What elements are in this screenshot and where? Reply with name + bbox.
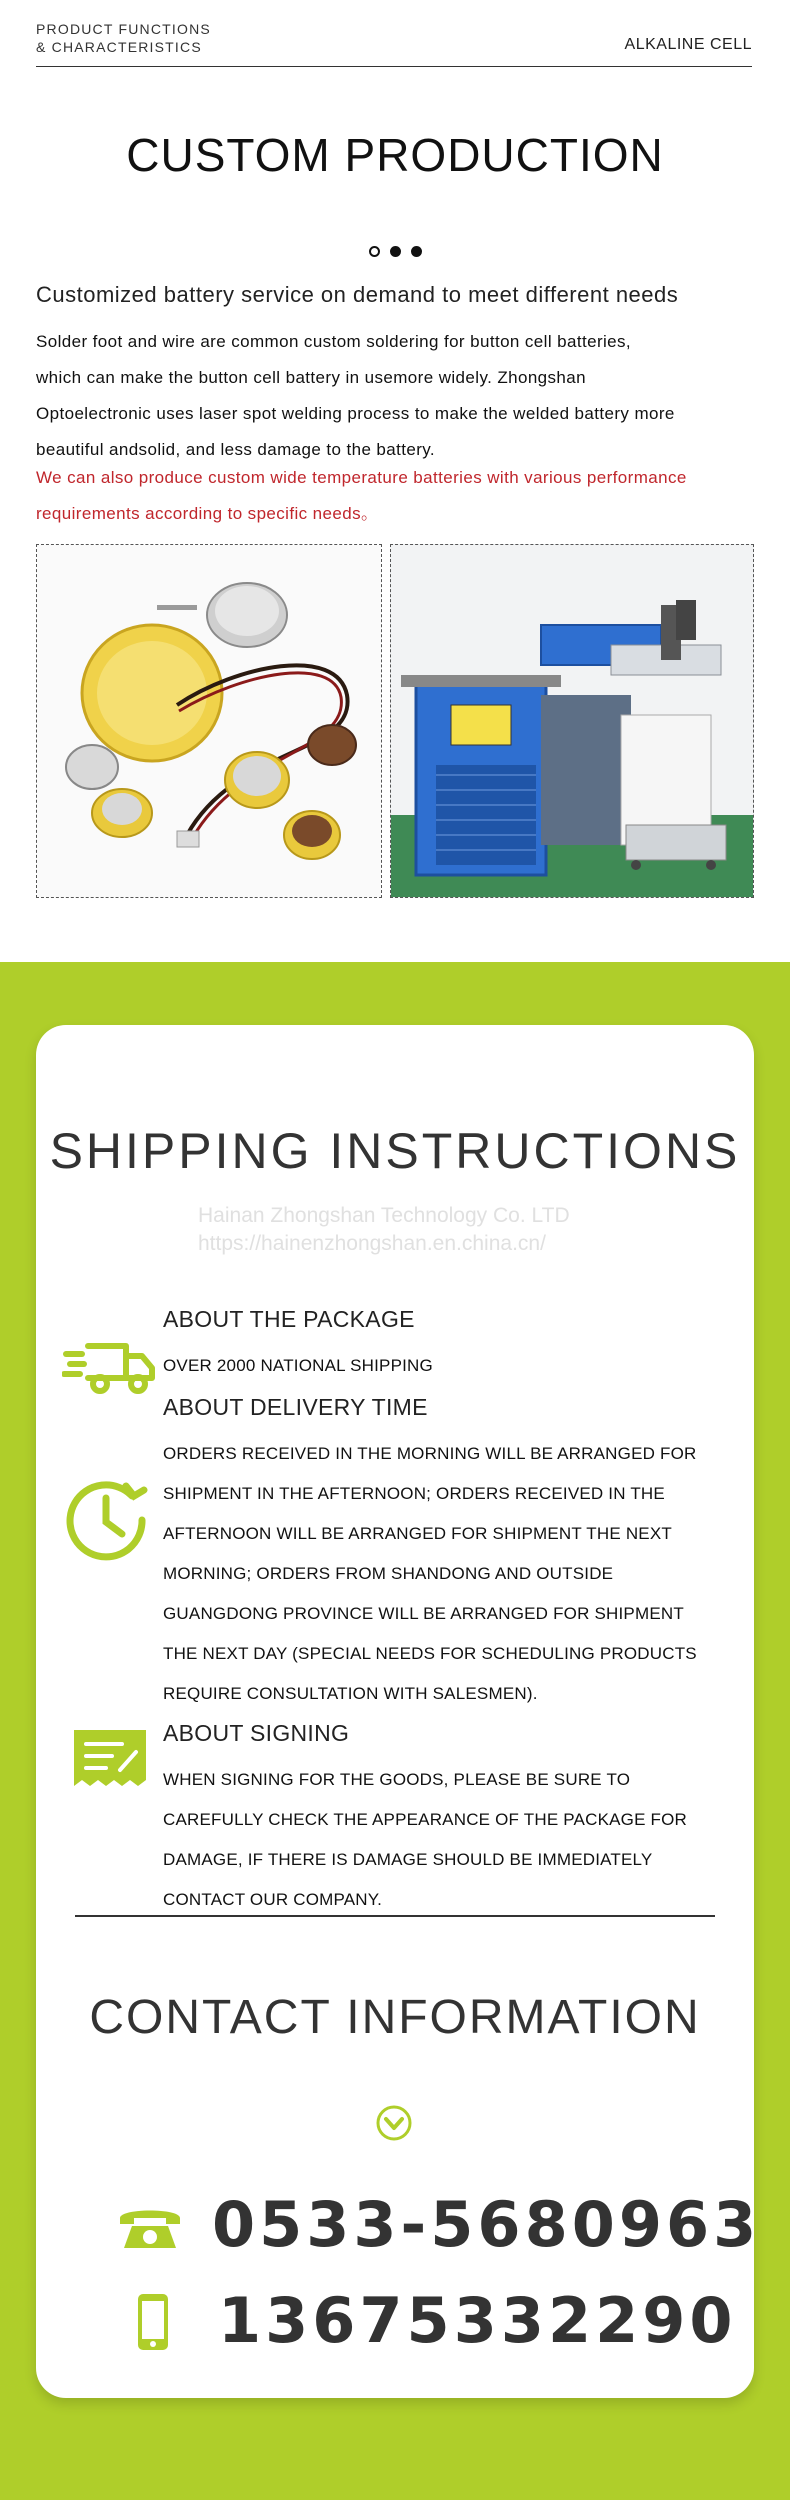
package-heading: ABOUT THE PACKAGE [163,1306,415,1332]
watermark-url: https://hainenzhongshan.en.china.cn/ [198,1232,546,1255]
custom-description-line: beautiful andsolid, and less damage to the battery. [36,440,436,459]
delivery-time-text-line: GUANGDONG PROVINCE WILL BE ARRANGED FOR SHIPMENT [163,1604,684,1623]
header-product-type: ALKALINE CELL [624,36,752,53]
package-text-line: OVER 2000 NATIONAL SHIPPING [163,1356,433,1375]
custom-highlight-line: We can also produce custom wide temperature batteries with various performance [36,468,687,487]
delivery-truck-icon [62,1334,158,1403]
signing-text-line: CONTACT OUR COMPANY. [163,1890,383,1909]
custom-production-title: CUSTOM PRODUCTION [126,129,664,181]
laser-welding-machine-photo [390,544,754,898]
signing-text-line: WHEN SIGNING FOR THE GOODS, PLEASE BE SURE TO [163,1770,631,1789]
custom-highlight-line: requirements according to specific needs。 [36,504,379,523]
signing-text-line: DAMAGE, IF THERE IS DAMAGE SHOULD BE IMMEDIATELY [163,1850,653,1869]
custom-description-line: Solder foot and wire are common custom soldering for button cell batteries, [36,332,632,351]
section-divider [75,1915,715,1917]
custom-description-line: Optoelectronic uses laser spot welding process to make the welded battery more [36,404,675,423]
telephone-icon [118,2204,182,2257]
signing-text [163,1760,763,1920]
laser-welding-machine-image [391,545,754,898]
dot-icon [390,246,401,257]
delivery-time-text-line: MORNING; ORDERS FROM SHANDONG AND OUTSIDE [163,1564,614,1583]
button-cell-batteries-image [37,545,382,898]
delivery-time-heading: ABOUT DELIVERY TIME [163,1394,428,1420]
watermark-company: Hainan Zhongshan Technology Co. LTD [198,1204,570,1227]
delivery-time-text-line: AFTERNOON WILL BE ARRANGED FOR SHIPMENT THE NEXT [163,1524,672,1543]
phone-number[interactable]: 0533-5680963 [212,2188,761,2261]
header-category-line2: & CHARACTERISTICS [36,39,202,55]
delivery-time-text-line: THE NEXT DAY (SPECIAL NEEDS FOR SCHEDULING PRODUCTS [163,1644,697,1663]
clock-icon [62,1476,150,1569]
decorative-dots [0,244,790,262]
delivery-time-text-line: REQUIRE CONSULTATION WITH SALESMEN). [163,1684,538,1703]
header-category [36,20,211,56]
custom-description-line: which can make the button cell battery in usemore widely. Zhongshan [36,368,586,387]
custom-subtitle: Customized battery service on demand to meet different needs [36,282,679,307]
package-text [163,1346,763,1386]
header-category-line1: PRODUCT FUNCTIONS [36,21,211,37]
mobile-number[interactable]: 13675332290 [218,2284,737,2357]
chevron-down-circle-icon [375,2104,413,2147]
signing-heading: ABOUT SIGNING [163,1720,350,1746]
dot-icon [369,246,380,257]
contact-title: CONTACT INFORMATION [89,1991,701,2044]
signing-text-line: CAREFULLY CHECK THE APPEARANCE OF THE PACKAGE FOR [163,1810,688,1829]
header-divider [36,66,752,67]
shipping-title: SHIPPING INSTRUCTIONS [49,1123,741,1179]
signed-document-icon [72,1726,148,1795]
dot-icon [411,246,422,257]
custom-highlight [36,460,790,532]
custom-description [36,324,790,468]
battery-products-photo [36,544,382,898]
mobile-phone-icon [136,2292,170,2357]
delivery-time-text-line: SHIPMENT IN THE AFTERNOON; ORDERS RECEIVED IN THE [163,1484,665,1503]
delivery-time-text [163,1434,763,1714]
delivery-time-text-line: ORDERS RECEIVED IN THE MORNING WILL BE ARRANGED FOR [163,1444,697,1463]
